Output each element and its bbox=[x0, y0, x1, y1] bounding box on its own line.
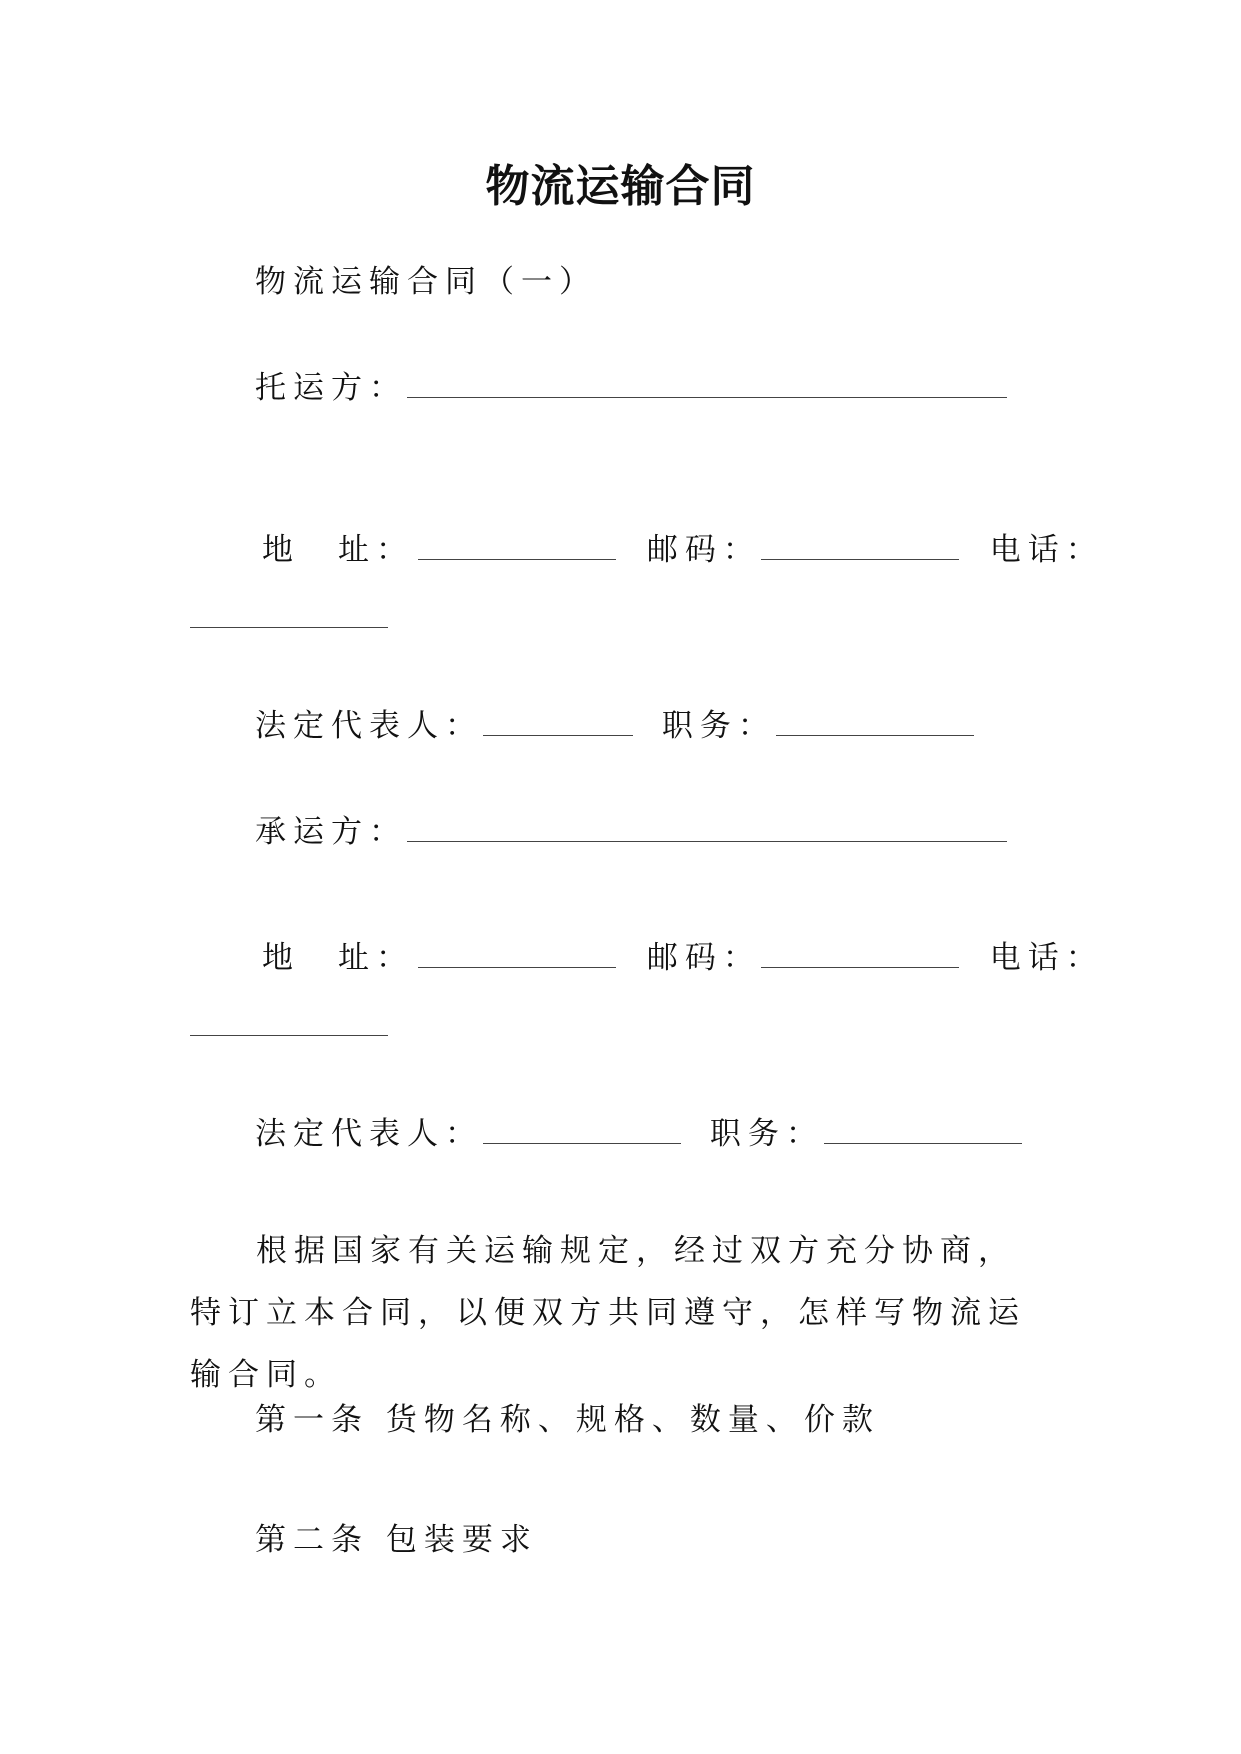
carrier-phone-field[interactable] bbox=[190, 1035, 388, 1036]
shipper-rep-field[interactable] bbox=[483, 735, 633, 736]
shipper-rep-label: 法定代表人： bbox=[255, 708, 483, 744]
article-1: 第一条 货物名称、规格、数量、价款 bbox=[255, 1402, 880, 1438]
shipper-address-line bbox=[262, 530, 1104, 570]
document-title: 物流运输合同 bbox=[485, 161, 756, 212]
carrier-position-label: 职务： bbox=[709, 1116, 824, 1152]
shipper-postcode-label: 邮码： bbox=[646, 532, 761, 568]
carrier-line bbox=[255, 812, 1007, 852]
carrier-address-label: 地 址： bbox=[262, 940, 414, 976]
shipper-position-label: 职务： bbox=[661, 708, 776, 744]
carrier-postcode-label: 邮码： bbox=[646, 940, 761, 976]
shipper-position-field[interactable] bbox=[776, 735, 974, 736]
carrier-address-line bbox=[262, 938, 1104, 978]
shipper-phone-line bbox=[190, 598, 388, 638]
carrier-rep-field[interactable] bbox=[483, 1143, 681, 1144]
carrier-name-field[interactable] bbox=[407, 841, 1007, 842]
carrier-phone-line bbox=[190, 1006, 388, 1046]
shipper-address-field[interactable] bbox=[418, 559, 616, 560]
carrier-rep-label: 法定代表人： bbox=[255, 1116, 483, 1152]
shipper-name-field[interactable] bbox=[407, 397, 1007, 398]
intro-paragraph: 根据国家有关运输规定，经过双方充分协商，特订立本合同，以便双方共同遵守，怎样写物流运输合同。 bbox=[190, 1233, 1026, 1393]
contract-subtitle: 物流运输合同（一） bbox=[255, 264, 597, 300]
shipper-rep-line bbox=[255, 706, 974, 746]
carrier-label: 承运方： bbox=[255, 814, 407, 850]
shipper-label: 托运方： bbox=[255, 370, 407, 406]
shipper-address-label: 地 址： bbox=[262, 532, 414, 568]
carrier-postcode-field[interactable] bbox=[761, 967, 959, 968]
article-2: 第二条 包装要求 bbox=[255, 1522, 538, 1558]
shipper-phone-label: 电话： bbox=[989, 532, 1104, 568]
carrier-position-field[interactable] bbox=[824, 1143, 1022, 1144]
carrier-rep-line bbox=[255, 1114, 1022, 1154]
carrier-phone-label: 电话： bbox=[989, 940, 1104, 976]
shipper-postcode-field[interactable] bbox=[761, 559, 959, 560]
carrier-address-field[interactable] bbox=[418, 967, 616, 968]
shipper-phone-field[interactable] bbox=[190, 627, 388, 628]
shipper-line bbox=[255, 368, 1007, 408]
